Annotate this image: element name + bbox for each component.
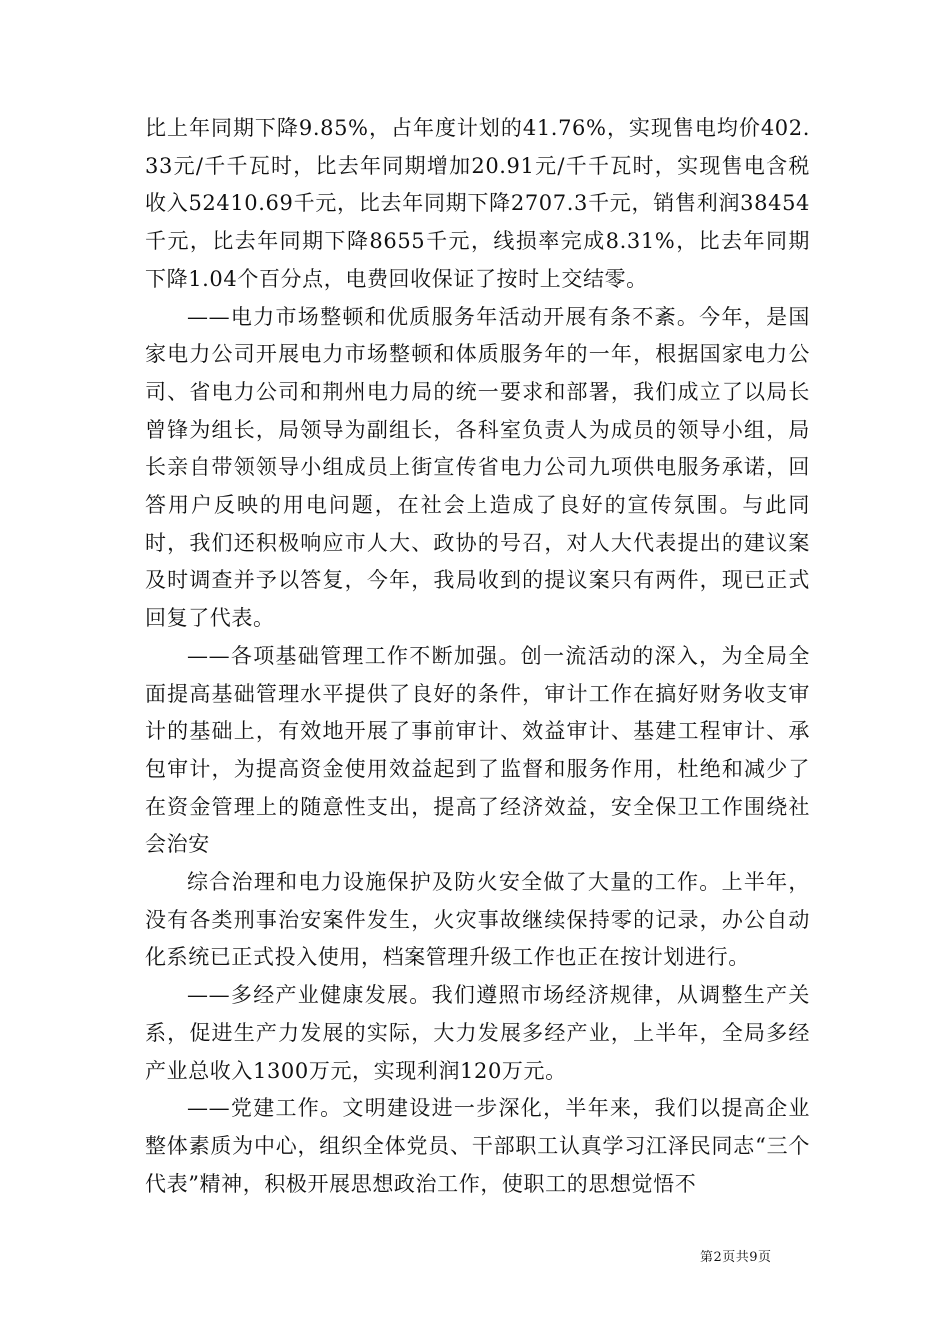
paragraph-security-work: 综合治理和电力设施保护及防火安全做了大量的工作。上半年，没有各类刑事治安案件发生，火灾事故继续保持零的记录，办公自动化系统已正式投入使用，档案管理升级工作也正在按计划进行。 <box>145 870 810 970</box>
paragraph-basic-management: ——各项基础管理工作不断加强。创一流活动的深入，为全局全面提高基础管理水平提供了良好的条件，审计工作在搞好财务收支审计的基础上，有效地开展了事前审计、效益审计、基建工程审计、承包审计，为提高资金使用效益起到了监督和服务作用，杜绝和减少了在资金管理上的随意性支出，提高了经济效益，安全保卫工作围绕社会治安 <box>145 643 810 857</box>
paragraph-market-service: ——电力市场整顿和优质服务年活动开展有条不紊。今年，是国家电力公司开展电力市场整顿和体质服务年的一年，根据国家电力公司、省电力公司和荆州电力局的统一要求和部署，我们成立了以局长曾锋为组长，局领导为副组长，各科室负责人为成员的领导小组，局长亲自带领领导小组成员上街宣传省电力公司九项供电服务承诺，回答用户反映的用电问题，在社会上造成了良好的宣传氛围。与此同时，我们还积极响应市人大、政协的号召，对人大代表提出的建议案及时调查并予以答复，今年，我局收到的提议案只有两件，现已正式回复了代表。 <box>145 304 810 631</box>
paragraph-diversified-industry: ——多经产业健康发展。我们遵照市场经济规律，从调整生产关系，促进生产力发展的实际，大力发展多经产业，上半年，全局多经产业总收入1300万元，实现利润120万元。 <box>145 983 810 1083</box>
paragraph-sales-figures: 比上年同期下降9.85%，占年度计划的41.76%，实现售电均价402.33元/千千瓦时，比去年同期增加20.91元/千千瓦时，实现售电含税收入52410.69千元，比去年同期下降2707.3千元，销售利润38454千元，比去年同期下降8655千元，线损率完成8.31%，比去年同期下降1.04个百分点，电费回收保证了按时上交结零。 <box>145 116 810 291</box>
page-number-footer: 第2页共9页 <box>700 1250 772 1265</box>
document-body <box>145 110 810 1203</box>
paragraph-party-building: ——党建工作。文明建设进一步深化，半年来，我们以提高企业整体素质为中心，组织全体党员、干部职工认真学习江泽民同志“三个代表”精神，积极开展思想政治工作，使职工的思想觉悟不 <box>145 1096 810 1196</box>
